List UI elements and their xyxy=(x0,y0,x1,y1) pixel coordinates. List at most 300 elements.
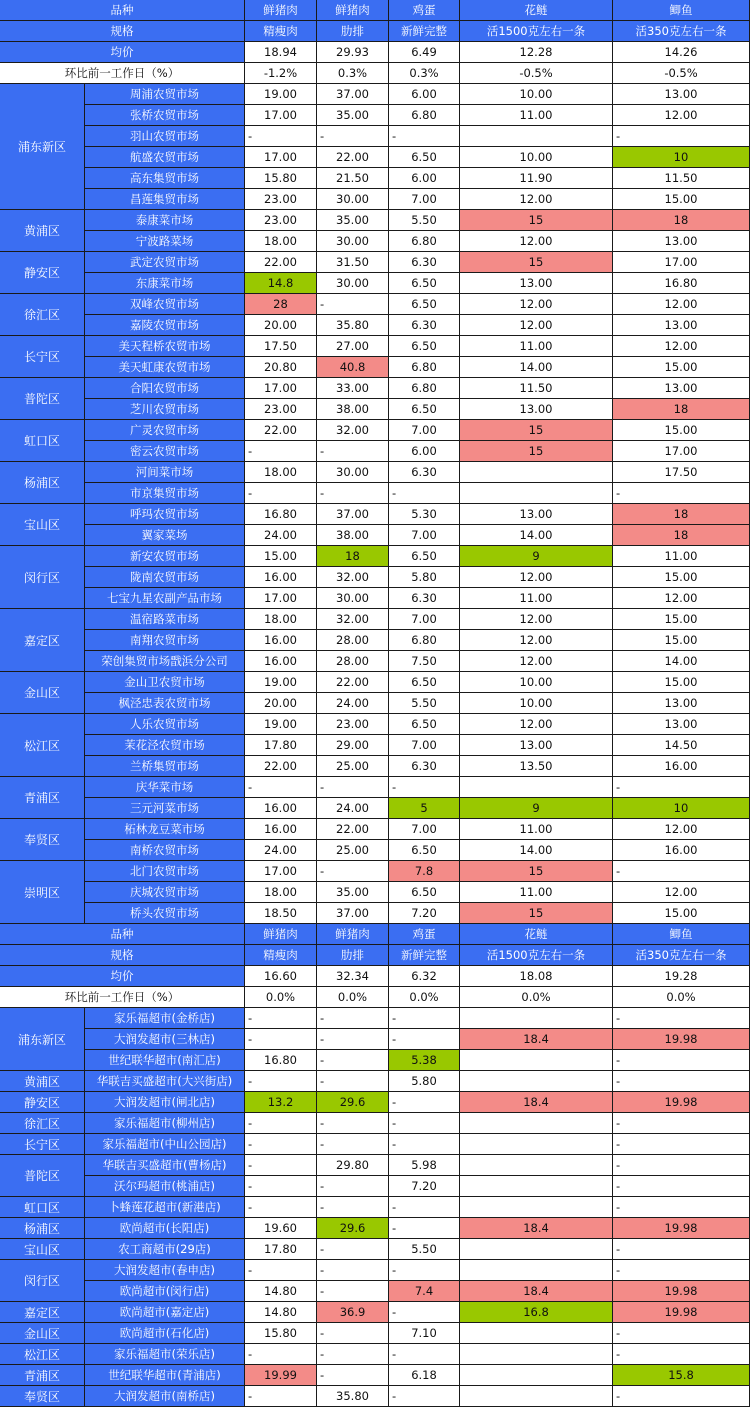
market-row xyxy=(0,651,750,672)
market-name: 七宝九星农副产品市场 xyxy=(85,588,245,609)
price-cell: - xyxy=(317,441,389,462)
price-cell: 15.80 xyxy=(245,1323,317,1344)
district-label: 杨浦区 xyxy=(0,462,85,504)
district-label: 嘉定区 xyxy=(0,609,85,672)
price-cell: - xyxy=(389,1344,460,1365)
market-row xyxy=(0,189,750,210)
price-cell: 19.98 xyxy=(613,1029,750,1050)
price-cell: 35.80 xyxy=(317,315,389,336)
market-row xyxy=(0,210,750,231)
price-cell: 7.00 xyxy=(389,609,460,630)
price-cell: - xyxy=(613,1008,750,1029)
price-cell: 14.80 xyxy=(245,1302,317,1323)
market-name: 枫泾忠表农贸市场 xyxy=(85,693,245,714)
price-cell: 13.00 xyxy=(460,273,613,294)
market-name: 双峰农贸市场 xyxy=(85,294,245,315)
market-name: 羽山农贸市场 xyxy=(85,126,245,147)
price-cell: - xyxy=(389,1092,460,1113)
market-row xyxy=(0,315,750,336)
price-cell: 15 xyxy=(460,210,613,231)
price-cell: 6.50 xyxy=(389,714,460,735)
market-row xyxy=(0,1113,750,1134)
district-label: 徐汇区 xyxy=(0,294,85,336)
avg-value: 29.93 xyxy=(317,42,389,63)
price-cell: - xyxy=(245,1029,317,1050)
price-cell: - xyxy=(317,1239,389,1260)
price-cell: 11.00 xyxy=(460,336,613,357)
avg-value: 6.32 xyxy=(389,966,460,987)
price-cell: 7.00 xyxy=(389,420,460,441)
price-cell: 14.8 xyxy=(245,273,317,294)
price-cell: 11.90 xyxy=(460,168,613,189)
price-cell: 5.98 xyxy=(389,1155,460,1176)
market-row xyxy=(0,420,750,441)
price-cell: 6.50 xyxy=(389,147,460,168)
market-row xyxy=(0,1050,750,1071)
price-cell: 28.00 xyxy=(317,651,389,672)
market-name: 兰桥集贸市场 xyxy=(85,756,245,777)
avg-label: 均价 xyxy=(0,42,245,63)
district-label: 奉贤区 xyxy=(0,1386,85,1407)
market-name: 陇南农贸市场 xyxy=(85,567,245,588)
avg-label: 均价 xyxy=(0,966,245,987)
market-row xyxy=(0,630,750,651)
district-label: 黄浦区 xyxy=(0,1071,85,1092)
market-name: 荣创集贸市场戬浜分公司 xyxy=(85,651,245,672)
market-name: 三元河菜市场 xyxy=(85,798,245,819)
price-cell: 6.80 xyxy=(389,357,460,378)
price-cell: 12.00 xyxy=(613,294,750,315)
price-cell: 15.00 xyxy=(613,903,750,924)
price-cell: - xyxy=(245,1260,317,1281)
market-name: 宁波路菜场 xyxy=(85,231,245,252)
spec-header-cell: 精瘦肉 xyxy=(245,21,317,42)
avg-value: 6.49 xyxy=(389,42,460,63)
price-cell: 20.80 xyxy=(245,357,317,378)
market-row xyxy=(0,1029,750,1050)
price-cell: 22.00 xyxy=(317,819,389,840)
market-name: 庆城农贸市场 xyxy=(85,882,245,903)
market-name: 河间菜市场 xyxy=(85,462,245,483)
header-row-category xyxy=(0,924,750,945)
market-row xyxy=(0,1239,750,1260)
price-cell: 6.50 xyxy=(389,399,460,420)
market-row xyxy=(0,378,750,399)
price-cell: 15 xyxy=(460,420,613,441)
price-cell: 13.00 xyxy=(613,315,750,336)
price-cell: - xyxy=(389,1218,460,1239)
market-name: 广灵农贸市场 xyxy=(85,420,245,441)
market-row xyxy=(0,84,750,105)
price-cell xyxy=(460,483,613,504)
price-cell: 30.00 xyxy=(317,189,389,210)
price-cell: 13.00 xyxy=(460,504,613,525)
price-cell: 12.00 xyxy=(460,630,613,651)
price-cell xyxy=(460,126,613,147)
market-name: 茉花泾农贸市场 xyxy=(85,735,245,756)
market-row xyxy=(0,252,750,273)
price-cell: - xyxy=(317,1029,389,1050)
price-cell: 6.30 xyxy=(389,252,460,273)
price-cell: 29.00 xyxy=(317,735,389,756)
price-cell: 19.98 xyxy=(613,1092,750,1113)
price-cell: - xyxy=(613,1050,750,1071)
district-label: 浦东新区 xyxy=(0,1008,85,1071)
market-name: 农工商超市(29店) xyxy=(85,1239,245,1260)
price-cell: 19.99 xyxy=(245,1365,317,1386)
price-cell: 36.9 xyxy=(317,1302,389,1323)
market-row xyxy=(0,105,750,126)
district-label: 徐汇区 xyxy=(0,1113,85,1134)
district-label: 杨浦区 xyxy=(0,1218,85,1239)
price-cell: - xyxy=(245,1197,317,1218)
change-value: 0.0% xyxy=(317,987,389,1008)
district-label: 虹口区 xyxy=(0,1197,85,1218)
price-cell xyxy=(460,1155,613,1176)
price-cell: 11.00 xyxy=(460,105,613,126)
price-cell: 13.00 xyxy=(613,714,750,735)
market-name: 武定农贸市场 xyxy=(85,252,245,273)
price-cell: 16.80 xyxy=(245,504,317,525)
price-cell: 14.00 xyxy=(460,357,613,378)
price-cell: - xyxy=(613,483,750,504)
price-cell: 15 xyxy=(460,441,613,462)
category-header-cell: 花鲢 xyxy=(460,0,613,21)
spec-header-cell: 肋排 xyxy=(317,21,389,42)
price-cell: 13.00 xyxy=(613,231,750,252)
price-cell: - xyxy=(613,1344,750,1365)
market-row xyxy=(0,672,750,693)
change-value: -0.5% xyxy=(460,63,613,84)
price-cell: 16.8 xyxy=(460,1302,613,1323)
category-header-cell: 鲜猪肉 xyxy=(317,924,389,945)
market-row xyxy=(0,735,750,756)
price-cell: 10.00 xyxy=(460,672,613,693)
market-row xyxy=(0,1344,750,1365)
price-cell: - xyxy=(317,777,389,798)
category-header-cell: 鲜猪肉 xyxy=(317,0,389,21)
price-cell: 6.30 xyxy=(389,315,460,336)
market-name: 家乐福超市(荣乐店) xyxy=(85,1344,245,1365)
price-cell: 16.80 xyxy=(613,273,750,294)
price-cell: 13.00 xyxy=(613,84,750,105)
category-header-cell: 鲜猪肉 xyxy=(245,924,317,945)
price-cell: 15.00 xyxy=(613,630,750,651)
market-row xyxy=(0,1176,750,1197)
price-cell: 12.00 xyxy=(613,105,750,126)
price-cell: 15.00 xyxy=(613,189,750,210)
market-row xyxy=(0,273,750,294)
price-cell: - xyxy=(613,1323,750,1344)
price-cell: - xyxy=(389,1386,460,1407)
category-header-cell: 鸡蛋 xyxy=(389,924,460,945)
price-cell: - xyxy=(613,1113,750,1134)
price-cell: 12.00 xyxy=(460,714,613,735)
market-name: 华联吉买盛超市(曹杨店) xyxy=(85,1155,245,1176)
market-row xyxy=(0,1071,750,1092)
market-name: 大润发超市(春申店) xyxy=(85,1260,245,1281)
price-cell: 5.30 xyxy=(389,504,460,525)
market-row xyxy=(0,1155,750,1176)
category-header-cell: 鲫鱼 xyxy=(613,924,750,945)
price-cell: - xyxy=(389,1302,460,1323)
market-name: 温宿路菜市场 xyxy=(85,609,245,630)
price-cell: 38.00 xyxy=(317,399,389,420)
price-cell: 22.00 xyxy=(317,672,389,693)
spec-header-cell: 新鲜完整 xyxy=(389,945,460,966)
price-cell: - xyxy=(317,1323,389,1344)
market-name: 周浦农贸市场 xyxy=(85,84,245,105)
price-cell: 18.4 xyxy=(460,1281,613,1302)
price-cell: 14.00 xyxy=(460,840,613,861)
spec-header-cell: 新鲜完整 xyxy=(389,21,460,42)
price-cell: 17.80 xyxy=(245,735,317,756)
market-row xyxy=(0,861,750,882)
district-label: 普陀区 xyxy=(0,378,85,420)
district-label: 崇明区 xyxy=(0,861,85,924)
category-header-cell: 鲜猪肉 xyxy=(245,0,317,21)
price-cell: - xyxy=(245,441,317,462)
price-cell xyxy=(460,1008,613,1029)
market-row xyxy=(0,1302,750,1323)
price-cell: 18.00 xyxy=(245,462,317,483)
price-cell: 12.00 xyxy=(613,819,750,840)
price-cell: - xyxy=(245,1071,317,1092)
price-cell: 28 xyxy=(245,294,317,315)
district-label: 长宁区 xyxy=(0,336,85,378)
price-cell: - xyxy=(245,777,317,798)
market-name: 高东集贸市场 xyxy=(85,168,245,189)
price-cell: - xyxy=(613,1071,750,1092)
price-cell: 22.00 xyxy=(245,252,317,273)
price-cell: 10.00 xyxy=(460,147,613,168)
district-label: 青浦区 xyxy=(0,1365,85,1386)
market-name: 欧尚超市(闵行店) xyxy=(85,1281,245,1302)
category-header-label: 品种 xyxy=(0,924,245,945)
market-row xyxy=(0,693,750,714)
district-label: 松江区 xyxy=(0,1344,85,1365)
spec-header-label: 规格 xyxy=(0,945,245,966)
change-value: 0.0% xyxy=(613,987,750,1008)
market-row xyxy=(0,399,750,420)
market-name: 芝川农贸市场 xyxy=(85,399,245,420)
market-name: 美天程桥农贸市场 xyxy=(85,336,245,357)
price-cell: 24.00 xyxy=(245,840,317,861)
change-label: 环比前一工作日（%） xyxy=(0,987,245,1008)
district-label: 宝山区 xyxy=(0,1239,85,1260)
district-label: 闵行区 xyxy=(0,546,85,609)
price-cell: 11.00 xyxy=(613,546,750,567)
price-cell: 15 xyxy=(460,861,613,882)
price-cell: - xyxy=(389,483,460,504)
price-cell: 13.00 xyxy=(460,399,613,420)
price-cell: 12.00 xyxy=(460,315,613,336)
price-cell xyxy=(460,1176,613,1197)
price-cell: 37.00 xyxy=(317,84,389,105)
price-cell: 17.00 xyxy=(245,147,317,168)
price-cell: 18.4 xyxy=(460,1092,613,1113)
market-name: 大润发超市(南桥店) xyxy=(85,1386,245,1407)
market-name: 世纪联华超市(南汇店) xyxy=(85,1050,245,1071)
change-value: 0.3% xyxy=(389,63,460,84)
price-cell: 13.00 xyxy=(613,693,750,714)
district-label: 普陀区 xyxy=(0,1155,85,1197)
price-cell xyxy=(460,462,613,483)
price-cell: 6.80 xyxy=(389,231,460,252)
price-cell: 6.50 xyxy=(389,882,460,903)
price-cell: 16.00 xyxy=(245,567,317,588)
market-name: 大润发超市(闸北店) xyxy=(85,1092,245,1113)
market-row xyxy=(0,1092,750,1113)
price-cell: 18 xyxy=(613,399,750,420)
market-name: 呼玛农贸市场 xyxy=(85,504,245,525)
market-name: 欧尚超市(石化店) xyxy=(85,1323,245,1344)
price-cell: 18.00 xyxy=(245,882,317,903)
district-label: 虹口区 xyxy=(0,420,85,462)
market-name: 家乐福超市(中山公园店) xyxy=(85,1134,245,1155)
price-cell: - xyxy=(389,126,460,147)
price-cell: 17.50 xyxy=(613,462,750,483)
price-cell: 35.80 xyxy=(317,1386,389,1407)
price-cell: 16.00 xyxy=(245,651,317,672)
price-cell: - xyxy=(245,1134,317,1155)
market-name: 卜蜂莲花超市(新港店) xyxy=(85,1197,245,1218)
market-name: 嘉陵农贸市场 xyxy=(85,315,245,336)
market-row xyxy=(0,546,750,567)
market-row xyxy=(0,903,750,924)
market-name: 北门农贸市场 xyxy=(85,861,245,882)
price-cell: 10.00 xyxy=(460,693,613,714)
avg-value: 18.94 xyxy=(245,42,317,63)
market-name: 沃尔玛超市(桃浦店) xyxy=(85,1176,245,1197)
price-cell: 6.00 xyxy=(389,168,460,189)
price-cell xyxy=(460,1365,613,1386)
price-cell: 18.50 xyxy=(245,903,317,924)
district-label: 长宁区 xyxy=(0,1134,85,1155)
market-row xyxy=(0,231,750,252)
market-row xyxy=(0,525,750,546)
price-cell: 15.00 xyxy=(245,546,317,567)
price-cell: 11.50 xyxy=(613,168,750,189)
market-row xyxy=(0,1008,750,1029)
market-name: 昌莲集贸市场 xyxy=(85,189,245,210)
price-cell: 18.00 xyxy=(245,609,317,630)
price-cell: - xyxy=(245,1344,317,1365)
price-cell: 12.00 xyxy=(613,882,750,903)
market-row xyxy=(0,1323,750,1344)
price-cell: 23.00 xyxy=(245,399,317,420)
market-name: 欧尚超市(长阳店) xyxy=(85,1218,245,1239)
price-cell: - xyxy=(613,1386,750,1407)
price-cell: 18 xyxy=(613,525,750,546)
price-cell: 24.00 xyxy=(317,693,389,714)
market-name: 密云农贸市场 xyxy=(85,441,245,462)
market-row xyxy=(0,609,750,630)
price-cell: 10.00 xyxy=(460,84,613,105)
price-cell: 5.50 xyxy=(389,1239,460,1260)
price-cell xyxy=(460,1197,613,1218)
price-cell: 16.00 xyxy=(245,819,317,840)
price-cell: 5.50 xyxy=(389,210,460,231)
price-cell: 35.00 xyxy=(317,105,389,126)
price-cell: 17.00 xyxy=(245,861,317,882)
price-cell: 29.6 xyxy=(317,1092,389,1113)
price-cell: 18.00 xyxy=(245,231,317,252)
price-cell: - xyxy=(613,1134,750,1155)
price-cell: - xyxy=(613,1260,750,1281)
change-value: -1.2% xyxy=(245,63,317,84)
price-cell: 12.00 xyxy=(460,609,613,630)
market-row xyxy=(0,1197,750,1218)
price-cell: 11.50 xyxy=(460,378,613,399)
price-cell: 18.4 xyxy=(460,1029,613,1050)
price-cell: 33.00 xyxy=(317,378,389,399)
market-row xyxy=(0,840,750,861)
price-cell: 12.00 xyxy=(460,567,613,588)
market-row xyxy=(0,1134,750,1155)
market-row xyxy=(0,168,750,189)
header-row-spec xyxy=(0,945,750,966)
price-cell: 14.50 xyxy=(613,735,750,756)
price-cell: 19.00 xyxy=(245,714,317,735)
market-name: 南翔农贸市场 xyxy=(85,630,245,651)
price-cell: 17.80 xyxy=(245,1239,317,1260)
price-cell: 30.00 xyxy=(317,273,389,294)
price-cell: - xyxy=(245,126,317,147)
price-cell xyxy=(460,1134,613,1155)
price-cell: 23.00 xyxy=(245,189,317,210)
price-cell: 18.4 xyxy=(460,1218,613,1239)
change-value: 0.0% xyxy=(460,987,613,1008)
market-name: 翼家菜场 xyxy=(85,525,245,546)
price-cell: 6.18 xyxy=(389,1365,460,1386)
price-cell: 19.60 xyxy=(245,1218,317,1239)
price-cell: - xyxy=(613,1176,750,1197)
district-label: 金山区 xyxy=(0,1323,85,1344)
price-cell xyxy=(460,1323,613,1344)
price-cell: - xyxy=(389,1029,460,1050)
price-cell: 15.00 xyxy=(613,609,750,630)
price-cell: 20.00 xyxy=(245,693,317,714)
price-cell: 5.50 xyxy=(389,693,460,714)
market-row xyxy=(0,483,750,504)
market-name: 泰康菜市场 xyxy=(85,210,245,231)
price-cell: 19.00 xyxy=(245,84,317,105)
change-row xyxy=(0,987,750,1008)
price-cell: 5.80 xyxy=(389,1071,460,1092)
price-cell: 7.00 xyxy=(389,735,460,756)
change-label: 环比前一工作日（%） xyxy=(0,63,245,84)
district-label: 静安区 xyxy=(0,252,85,294)
price-cell: 12.00 xyxy=(460,189,613,210)
avg-value: 18.08 xyxy=(460,966,613,987)
price-cell: - xyxy=(317,1071,389,1092)
price-cell: 7.8 xyxy=(389,861,460,882)
price-cell: 15.00 xyxy=(613,357,750,378)
price-cell: 9 xyxy=(460,546,613,567)
price-cell: 6.80 xyxy=(389,378,460,399)
price-cell: 6.50 xyxy=(389,546,460,567)
price-cell: - xyxy=(317,861,389,882)
district-label: 浦东新区 xyxy=(0,84,85,210)
price-cell: - xyxy=(317,1365,389,1386)
price-cell: 19.98 xyxy=(613,1218,750,1239)
price-cell: 6.80 xyxy=(389,630,460,651)
price-cell: 10 xyxy=(613,147,750,168)
category-header-label: 品种 xyxy=(0,0,245,21)
market-name: 华联吉买盛超市(大兴街店) xyxy=(85,1071,245,1092)
price-cell: - xyxy=(613,1197,750,1218)
